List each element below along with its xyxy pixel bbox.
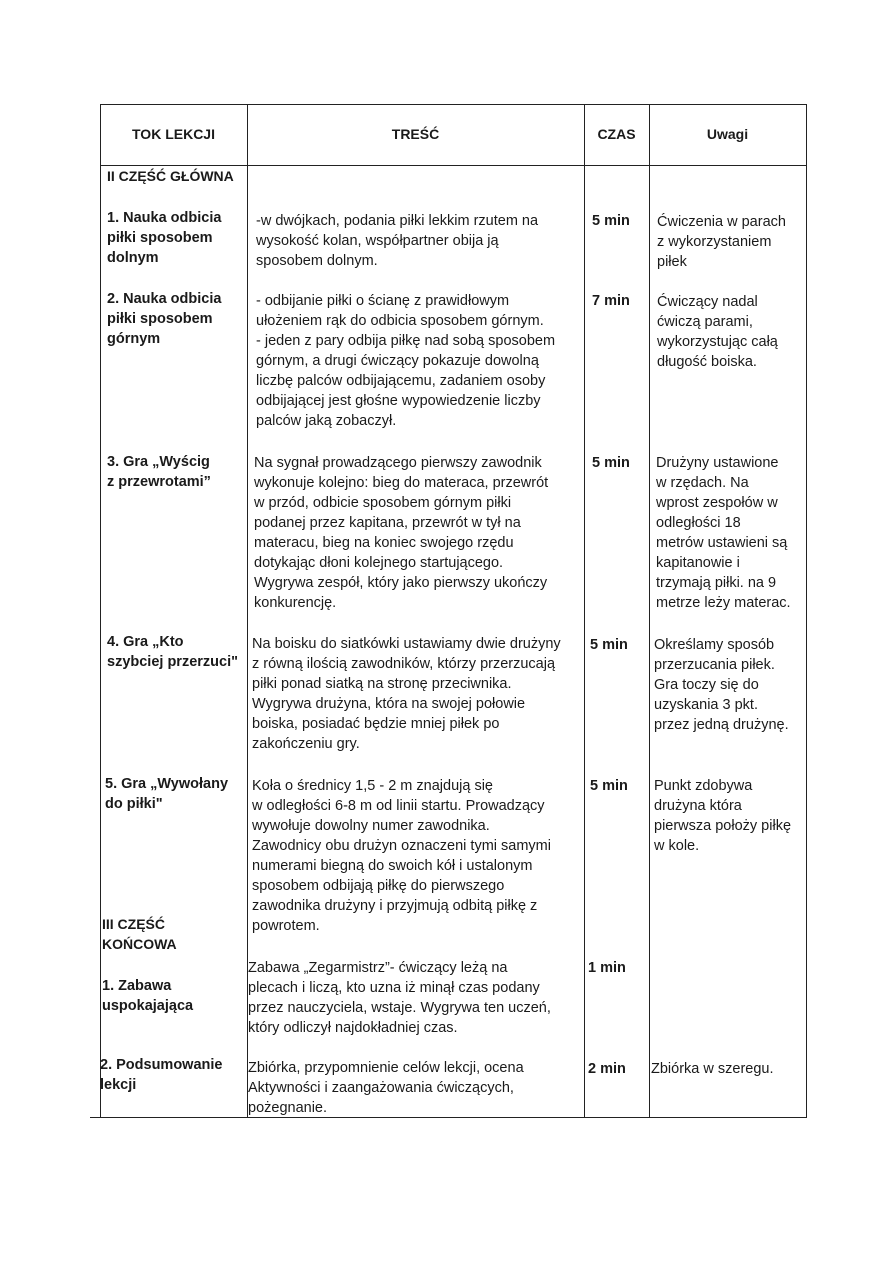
row-notes: Punkt zdobywa drużyna która pierwsza położy piłkę w kole. [654,778,792,854]
header-tresc: TREŚĆ [391,126,440,142]
row-notes: Określamy sposób przerzucania piłek. Gra toczy się do uzyskania 3 pkt. przez jedną drużynę. [654,637,789,733]
row-step: 4. Gra „Kto szybciej przerzuci" [107,634,238,670]
table-border-top [100,104,807,105]
section-main: II CZĘŚĆ GŁÓWNA [107,168,234,184]
row-time: 2 min [588,1061,626,1077]
row-content: Koła o średnicy 1,5 - 2 m znajdują się w odległości 6-8 m od linii startu. Prowadzący wywołuje dowolny numer zawodnika. Zawodnicy obu drużyn oznaczeni tymi samymi numerami biegną do swoich kół i ustalonym sposobem odbijają piłkę do pierwszego zawodnika drużyny i przyjmują odbitą piłkę z powrotem. [252,778,551,934]
row-notes: Zbiórka w szeregu. [651,1061,774,1077]
row-step: 3. Gra „Wyścig z przewrotami” [107,454,211,490]
column-divider [649,104,650,1118]
table-border-left [100,104,101,1118]
header-uwagi: Uwagi [706,126,749,142]
column-divider [584,104,585,1118]
row-content: Na sygnał prowadzącego pierwszy zawodnik wykonuje kolejno: bieg do materaca, przewrót w przód, odbicie sposobem górnym piłki podanej przez kapitana, przewrót w tył na materacu, bieg na koniec swojego rzędu dotykając dłoni kolejnego startującego. Wygrywa zespół, który jako pierwszy ukończy konkurencję. [254,455,549,611]
row-content: Na boisku do siatkówki ustawiamy dwie drużyny z równą ilością zawodników, którzy przerzucają piłki ponad siatką na stronę przeciwnika. Wygrywa drużyna, która na swojej połowie boiska, posiadać będzie mniej piłek po zakończeniu gry. [252,636,561,752]
row-step: 5. Gra „Wywołany do piłki" [105,776,229,812]
table-border-right [806,104,807,1118]
row-content: Zbiórka, przypomnienie celów lekcji, ocena Aktywności i zaangażowania ćwiczących, pożegnanie. [248,1060,524,1116]
header-tok-lekcji: TOK LEKCJI [132,126,215,142]
row-step: 1. Zabawa uspokajająca [102,978,194,1014]
row-time: 5 min [590,637,628,653]
header-czas: CZAS [597,126,636,142]
row-notes: Ćwiczący nadal ćwiczą parami, wykorzystując całą długość boiska. [657,294,778,370]
row-step: 2. Nauka odbicia piłki sposobem górnym [107,291,222,347]
row-content: - odbijanie piłki o ścianę z prawidłowym ułożeniem rąk do odbicia sposobem górnym. - jeden z pary odbija piłkę nad sobą sposobem górnym, a drugi ćwiczący pokazuje dowolną liczbę palców odbijającemu, zadaniem osoby odbijającej jest głośne wypowiedzenie liczby palców jaką zobaczył. [256,293,556,429]
row-notes: Ćwiczenia w parach z wykorzystaniem piłek [657,214,786,270]
row-time: 5 min [592,455,630,471]
row-time: 5 min [592,213,630,229]
row-step: 2. Podsumowanie lekcji [100,1057,223,1093]
row-step: 1. Nauka odbicia piłki sposobem dolnym [107,210,222,266]
row-content: -w dwójkach, podania piłki lekkim rzutem na wysokość kolan, współpartner obija ją sposobem dolnym. [256,213,539,269]
section-final: III CZĘŚĆ KOŃCOWA [102,916,177,952]
row-time: 7 min [592,293,630,309]
row-notes: Drużyny ustawione w rzędach. Na wprost zespołów w odległości 18 metrów ustawieni są kapitanowie i trzymają piłki. na 9 metrze leży materac. [656,455,791,611]
row-time: 1 min [588,960,626,976]
row-time: 5 min [590,778,628,794]
row-content: Zabawa „Zegarmistrz”- ćwiczący leżą na plecach i liczą, kto uzna iż minął czas podany przez nauczyciela, wstaje. Wygrywa ten uczeń, który odliczył najdokładniej czas. [248,960,551,1036]
